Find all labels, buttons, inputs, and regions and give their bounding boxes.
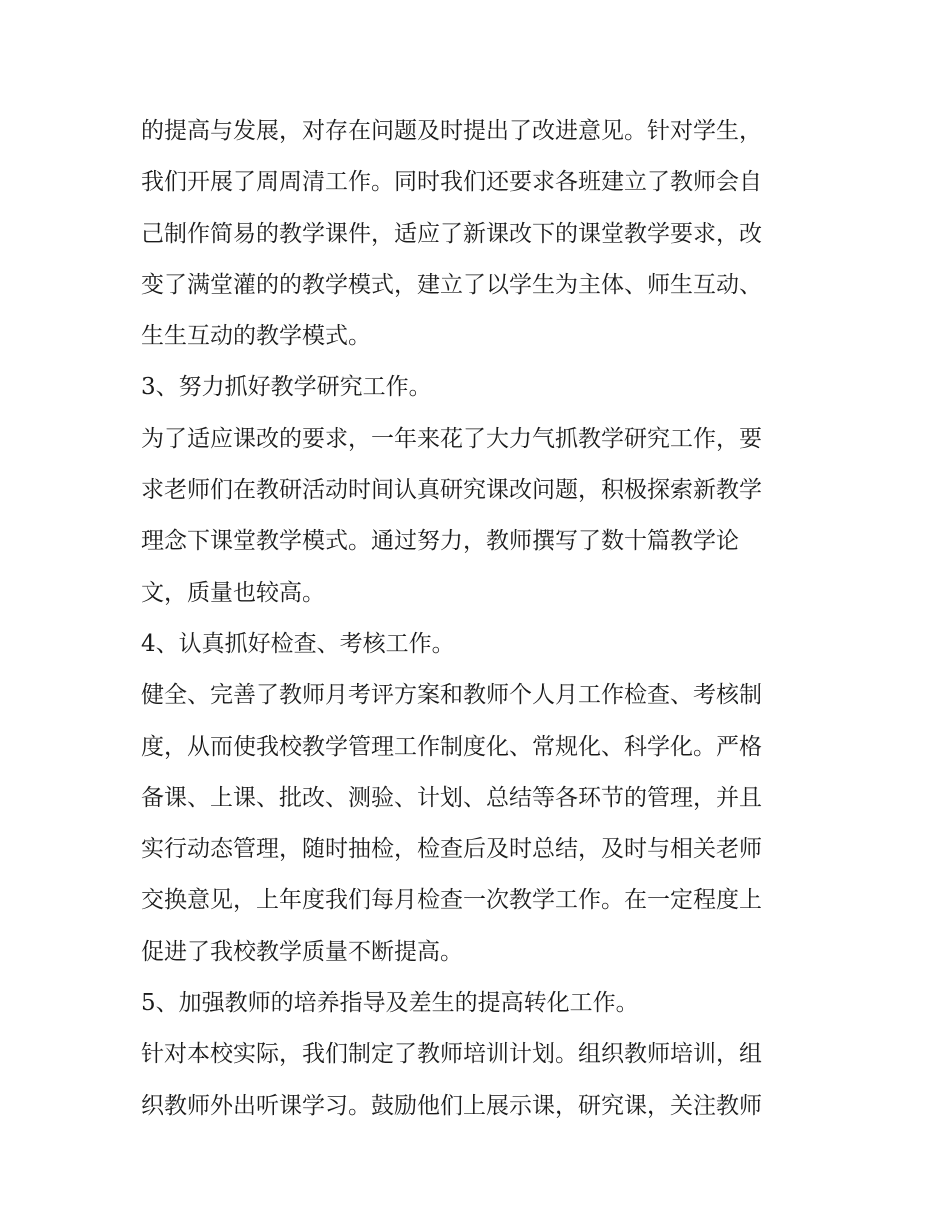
paragraph-line: 度，从而使我校教学管理工作制度化、常规化、科学化。严格 (141, 733, 762, 760)
paragraph-line: 为了适应课改的要求，一年来花了大力气抓教学研究工作，要 (141, 425, 762, 452)
paragraph-line: 的提高与发展，对存在问题及时提出了改进意见。针对学生， (141, 118, 762, 144)
paragraph-line: 健全、完善了教师月考评方案和教师个人月工作检查、考核制 (141, 682, 762, 709)
paragraph-line: 实行动态管理，随时抽检，检查后及时总结，及时与相关老师 (141, 836, 762, 863)
paragraph-line: 理念下课堂教学模式。通过努力，教师撰写了数十篇教学论 (141, 528, 739, 555)
paragraph-line: 促进了我校教学质量不断提高。 (141, 938, 463, 965)
paragraph-line: 针对本校实际，我们制定了教师培训计划。组织教师培训，组 (141, 1041, 762, 1068)
section-heading-3: 3、努力抓好教学研究工作。 (141, 374, 432, 401)
section-heading-5: 5、加强教师的培养指导及差生的提高转化工作。 (141, 990, 639, 1017)
paragraph-line: 求老师们在教研活动时间认真研究课改问题，积极探索新教学 (141, 477, 762, 504)
paragraph-line: 文，质量也较高。 (141, 579, 325, 606)
paragraph-line: 己制作简易的教学课件，适应了新课改下的课堂教学要求，改 (141, 220, 762, 247)
body-text (141, 106, 821, 1132)
paragraph-line: 生生互动的教学模式。 (141, 323, 371, 350)
paragraph-line: 备课、上课、批改、测验、计划、总结等各环节的管理，并且 (141, 784, 762, 811)
paragraph-line: 变了满堂灌的的教学模式，建立了以学生为主体、师生互动、 (141, 271, 762, 298)
paragraph-line: 织教师外出听课学习。鼓励他们上展示课，研究课，关注教师 (141, 1092, 762, 1119)
paragraph-line: 交换意见，上年度我们每月检查一次教学工作。在一定程度上 (141, 887, 762, 914)
section-heading-4: 4、认真抓好检查、考核工作。 (141, 630, 455, 657)
paragraph-line: 我们开展了周周清工作。同时我们还要求各班建立了教师会自 (141, 169, 762, 196)
